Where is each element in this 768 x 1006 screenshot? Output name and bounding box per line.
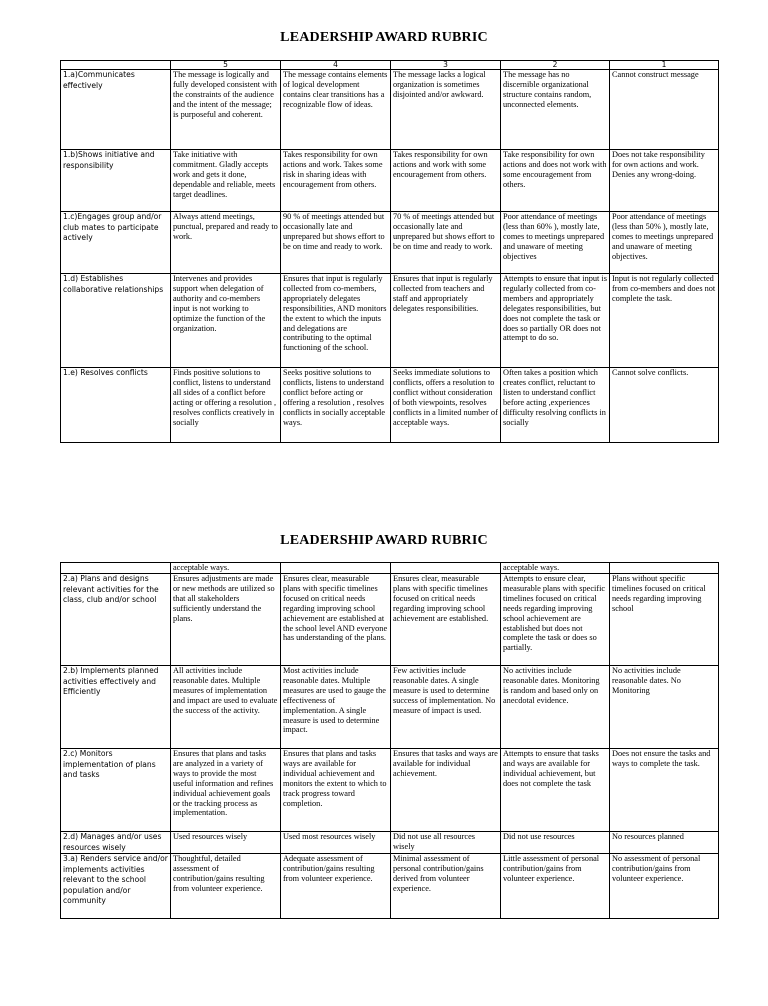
descriptor-cell: All activities include reasonable dates. Multiple measures of implementation and impact are used to evaluate the success of the activity. bbox=[171, 666, 281, 749]
descriptor-cell: Ensures that input is regularly collected from co-members, appropriately delegates responsibilities, AND monitors the extent to which the inputs and delegations are contributing to the optimal functioning of the school. bbox=[281, 274, 391, 368]
criterion-cell: 1.e) Resolves conflicts bbox=[61, 368, 171, 443]
criterion-cell: 1.a)Communicates effectively bbox=[61, 70, 171, 150]
descriptor-cell: Does not take responsibility for own actions and work. Denies any wrong-doing. bbox=[610, 150, 719, 212]
descriptor-cell: 70 % of meetings attended but occasionally late and unprepared but shows effort to be on time and ready to work. bbox=[391, 212, 501, 274]
descriptor-cell: No resources planned bbox=[610, 832, 719, 854]
descriptor-cell bbox=[281, 563, 391, 574]
descriptor-cell: 90 % of meetings attended but occasionally late and unprepared but shows effort to be on time and ready to work. bbox=[281, 212, 391, 274]
descriptor-cell: Used resources wisely bbox=[171, 832, 281, 854]
table-row bbox=[61, 854, 719, 919]
page-title: LEADERSHIP AWARD RUBRIC bbox=[280, 533, 488, 548]
descriptor-cell: Thoughtful, detailed assessment of contribution/gains resulting from volunteer experience. bbox=[171, 854, 281, 919]
descriptor-cell: Ensures clear, measurable plans with specific timelines focused on critical needs regarding improving school achievement are established at the school level AND everyone has understanding of the plans. bbox=[281, 574, 391, 666]
descriptor-cell: Always attend meetings, punctual, prepared and ready to work. bbox=[171, 212, 281, 274]
descriptor-cell: Ensures that input is regularly collected from teachers and staff and appropriately delegates responsibilities. bbox=[391, 274, 501, 368]
table-row bbox=[61, 368, 719, 443]
descriptor-cell: Intervenes and provides support when delegation of authority and co-members input is not working to optimize the function of the organization. bbox=[171, 274, 281, 368]
descriptor-cell: Does not ensure the tasks and ways to complete the task. bbox=[610, 749, 719, 832]
table-row bbox=[61, 150, 719, 212]
descriptor-cell: Finds positive solutions to conflict, listens to understand all sides of a conflict before acting or offering a resolution , resolves conflicts creatively in socially bbox=[171, 368, 281, 443]
descriptor-cell: Ensures that tasks and ways are available for individual achievement. bbox=[391, 749, 501, 832]
table-row bbox=[61, 749, 719, 832]
descriptor-cell: Minimal assessment of personal contribution/gains derived from volunteer experience. bbox=[391, 854, 501, 919]
criterion-cell: 3.a) Renders service and/or implements activities relevant to the school population and/or community bbox=[61, 854, 171, 919]
header-cell-score-2: 2 bbox=[501, 61, 610, 70]
table-row bbox=[61, 666, 719, 749]
descriptor-cell: Did not use resources bbox=[501, 832, 610, 854]
descriptor-cell: Ensures adjustments are made or new methods are utilized so that all stakeholders sufficiently understand the plans. bbox=[171, 574, 281, 666]
descriptor-cell: Takes responsibility for own actions and work with some encouragement from others. bbox=[391, 150, 501, 212]
descriptor-cell: Plans without specific timelines focused on critical needs regarding improving school bbox=[610, 574, 719, 666]
continuation-row bbox=[61, 563, 719, 574]
descriptor-cell: Poor attendance of meetings (less than 60% ), mostly late, comes to meetings unprepared and unaware of meeting objectives bbox=[501, 212, 610, 274]
descriptor-cell: Ensures clear, measurable plans with specific timelines focused on critical needs regarding improving school achievement are established. bbox=[391, 574, 501, 666]
descriptor-cell: No assessment of personal contribution/gains from volunteer experience. bbox=[610, 854, 719, 919]
descriptor-cell: Cannot construct message bbox=[610, 70, 719, 150]
table-row bbox=[61, 70, 719, 150]
page-title: LEADERSHIP AWARD RUBRIC bbox=[280, 30, 488, 45]
descriptor-cell: The message lacks a logical organization is sometimes disjointed and/or awkward. bbox=[391, 70, 501, 150]
criterion-cell: 2.d) Manages and/or uses resources wisely bbox=[61, 832, 171, 854]
criterion-cell: 2.c) Monitors implementation of plans and tasks bbox=[61, 749, 171, 832]
descriptor-cell: The message contains elements of logical development contains clear transitions has a recognizable flow of ideas. bbox=[281, 70, 391, 150]
header-cell-score-5: 5 bbox=[171, 61, 281, 70]
header-cell-score-1: 1 bbox=[610, 61, 719, 70]
rubric-table bbox=[60, 60, 719, 443]
descriptor-cell: No activities include reasonable dates. No Monitoring bbox=[610, 666, 719, 749]
header-cell-score-4: 4 bbox=[281, 61, 391, 70]
descriptor-cell: acceptable ways. bbox=[501, 563, 610, 574]
descriptor-cell: acceptable ways. bbox=[171, 563, 281, 574]
table-row bbox=[61, 832, 719, 854]
descriptor-cell: Attempts to ensure clear, measurable plans with specific timelines focused on critical needs regarding improving school achievement are established but does not complete the task or does so partially. bbox=[501, 574, 610, 666]
descriptor-cell: Ensures that plans and tasks are analyzed in a variety of ways to provide the most useful information and refines individual achievement goals or the tracking process as implementation. bbox=[171, 749, 281, 832]
descriptor-cell: Cannot solve conflicts. bbox=[610, 368, 719, 443]
descriptor-cell: Ensures that plans and tasks ways are available for individual achievement and monitors the extent to which to track progress toward completion. bbox=[281, 749, 391, 832]
criterion-cell: 1.b)Shows initiative and responsibility bbox=[61, 150, 171, 212]
score-header-row bbox=[61, 61, 719, 70]
descriptor-cell: Seeks positive solutions to conflicts, listens to understand conflict before acting or offering a resolution , resolves conflicts in socially acceptable ways. bbox=[281, 368, 391, 443]
criterion-cell: 1.d) Establishes collaborative relationships bbox=[61, 274, 171, 368]
descriptor-cell: Take initiative with commitment. Gladly accepts work and gets it done, dependable and reliable, meets target deadlines. bbox=[171, 150, 281, 212]
criterion-cell: 2.a) Plans and designs relevant activities for the class, club and/or school bbox=[61, 574, 171, 666]
descriptor-cell: Adequate assessment of contribution/gains resulting from volunteer experience. bbox=[281, 854, 391, 919]
descriptor-cell: Take responsibility for own actions and does not work with some encouragement from others. bbox=[501, 150, 610, 212]
descriptor-cell: Used most resources wisely bbox=[281, 832, 391, 854]
rubric-table bbox=[60, 562, 719, 919]
criterion-cell bbox=[61, 563, 171, 574]
descriptor-cell: Input is not regularly collected from co-members and does not complete the task. bbox=[610, 274, 719, 368]
descriptor-cell: Most activities include reasonable dates. Multiple measures are used to gauge the effectiveness of implementation. A single measure is used to determine impact. bbox=[281, 666, 391, 749]
descriptor-cell: Attempts to ensure that input is regularly collected from co-members and appropriately delegates responsibilities, but does not complete the task or does so partially OR does not attempt to do so. bbox=[501, 274, 610, 368]
descriptor-cell: Did not use all resources wisely bbox=[391, 832, 501, 854]
criterion-cell: 2.b) Implements planned activities effectively and Efficiently bbox=[61, 666, 171, 749]
header-cell-criterion bbox=[61, 61, 171, 70]
descriptor-cell: Poor attendance of meetings (less than 50% ), mostly late, comes to meetings unprepared and unaware of meeting objectives. bbox=[610, 212, 719, 274]
criterion-cell: 1.c)Engages group and/or club mates to participate actively bbox=[61, 212, 171, 274]
descriptor-cell: No activities include reasonable dates. Monitoring is random and based only on anecdotal evidence. bbox=[501, 666, 610, 749]
descriptor-cell: The message is logically and fully developed consistent with the constraints of the audience and the intent of the message; is purposeful and coherent. bbox=[171, 70, 281, 150]
descriptor-cell: Little assessment of personal contribution/gains from volunteer experience. bbox=[501, 854, 610, 919]
descriptor-cell: Seeks immediate solutions to conflicts, offers a resolution to conflict without consideration of both viewpoints, resolves conflicts in a limited number of acceptable ways. bbox=[391, 368, 501, 443]
table-row bbox=[61, 574, 719, 666]
table-row bbox=[61, 212, 719, 274]
descriptor-cell bbox=[391, 563, 501, 574]
table-row bbox=[61, 274, 719, 368]
header-cell-score-3: 3 bbox=[391, 61, 501, 70]
descriptor-cell bbox=[610, 563, 719, 574]
descriptor-cell: The message has no discernible organizational structure contains random, unconnected elements. bbox=[501, 70, 610, 150]
descriptor-cell: Few activities include reasonable dates. A single measure is used to determine success of implementation. No measure of impact is used. bbox=[391, 666, 501, 749]
descriptor-cell: Often takes a position which creates conflict, reluctant to listen to understand conflict before acting ,experiences difficulty resolving conflicts in socially bbox=[501, 368, 610, 443]
descriptor-cell: Takes responsibility for own actions and work. Takes some risk in sharing ideas with encouragement from others. bbox=[281, 150, 391, 212]
descriptor-cell: Attempts to ensure that tasks and ways are available for individual achievement, but does not complete the task bbox=[501, 749, 610, 832]
